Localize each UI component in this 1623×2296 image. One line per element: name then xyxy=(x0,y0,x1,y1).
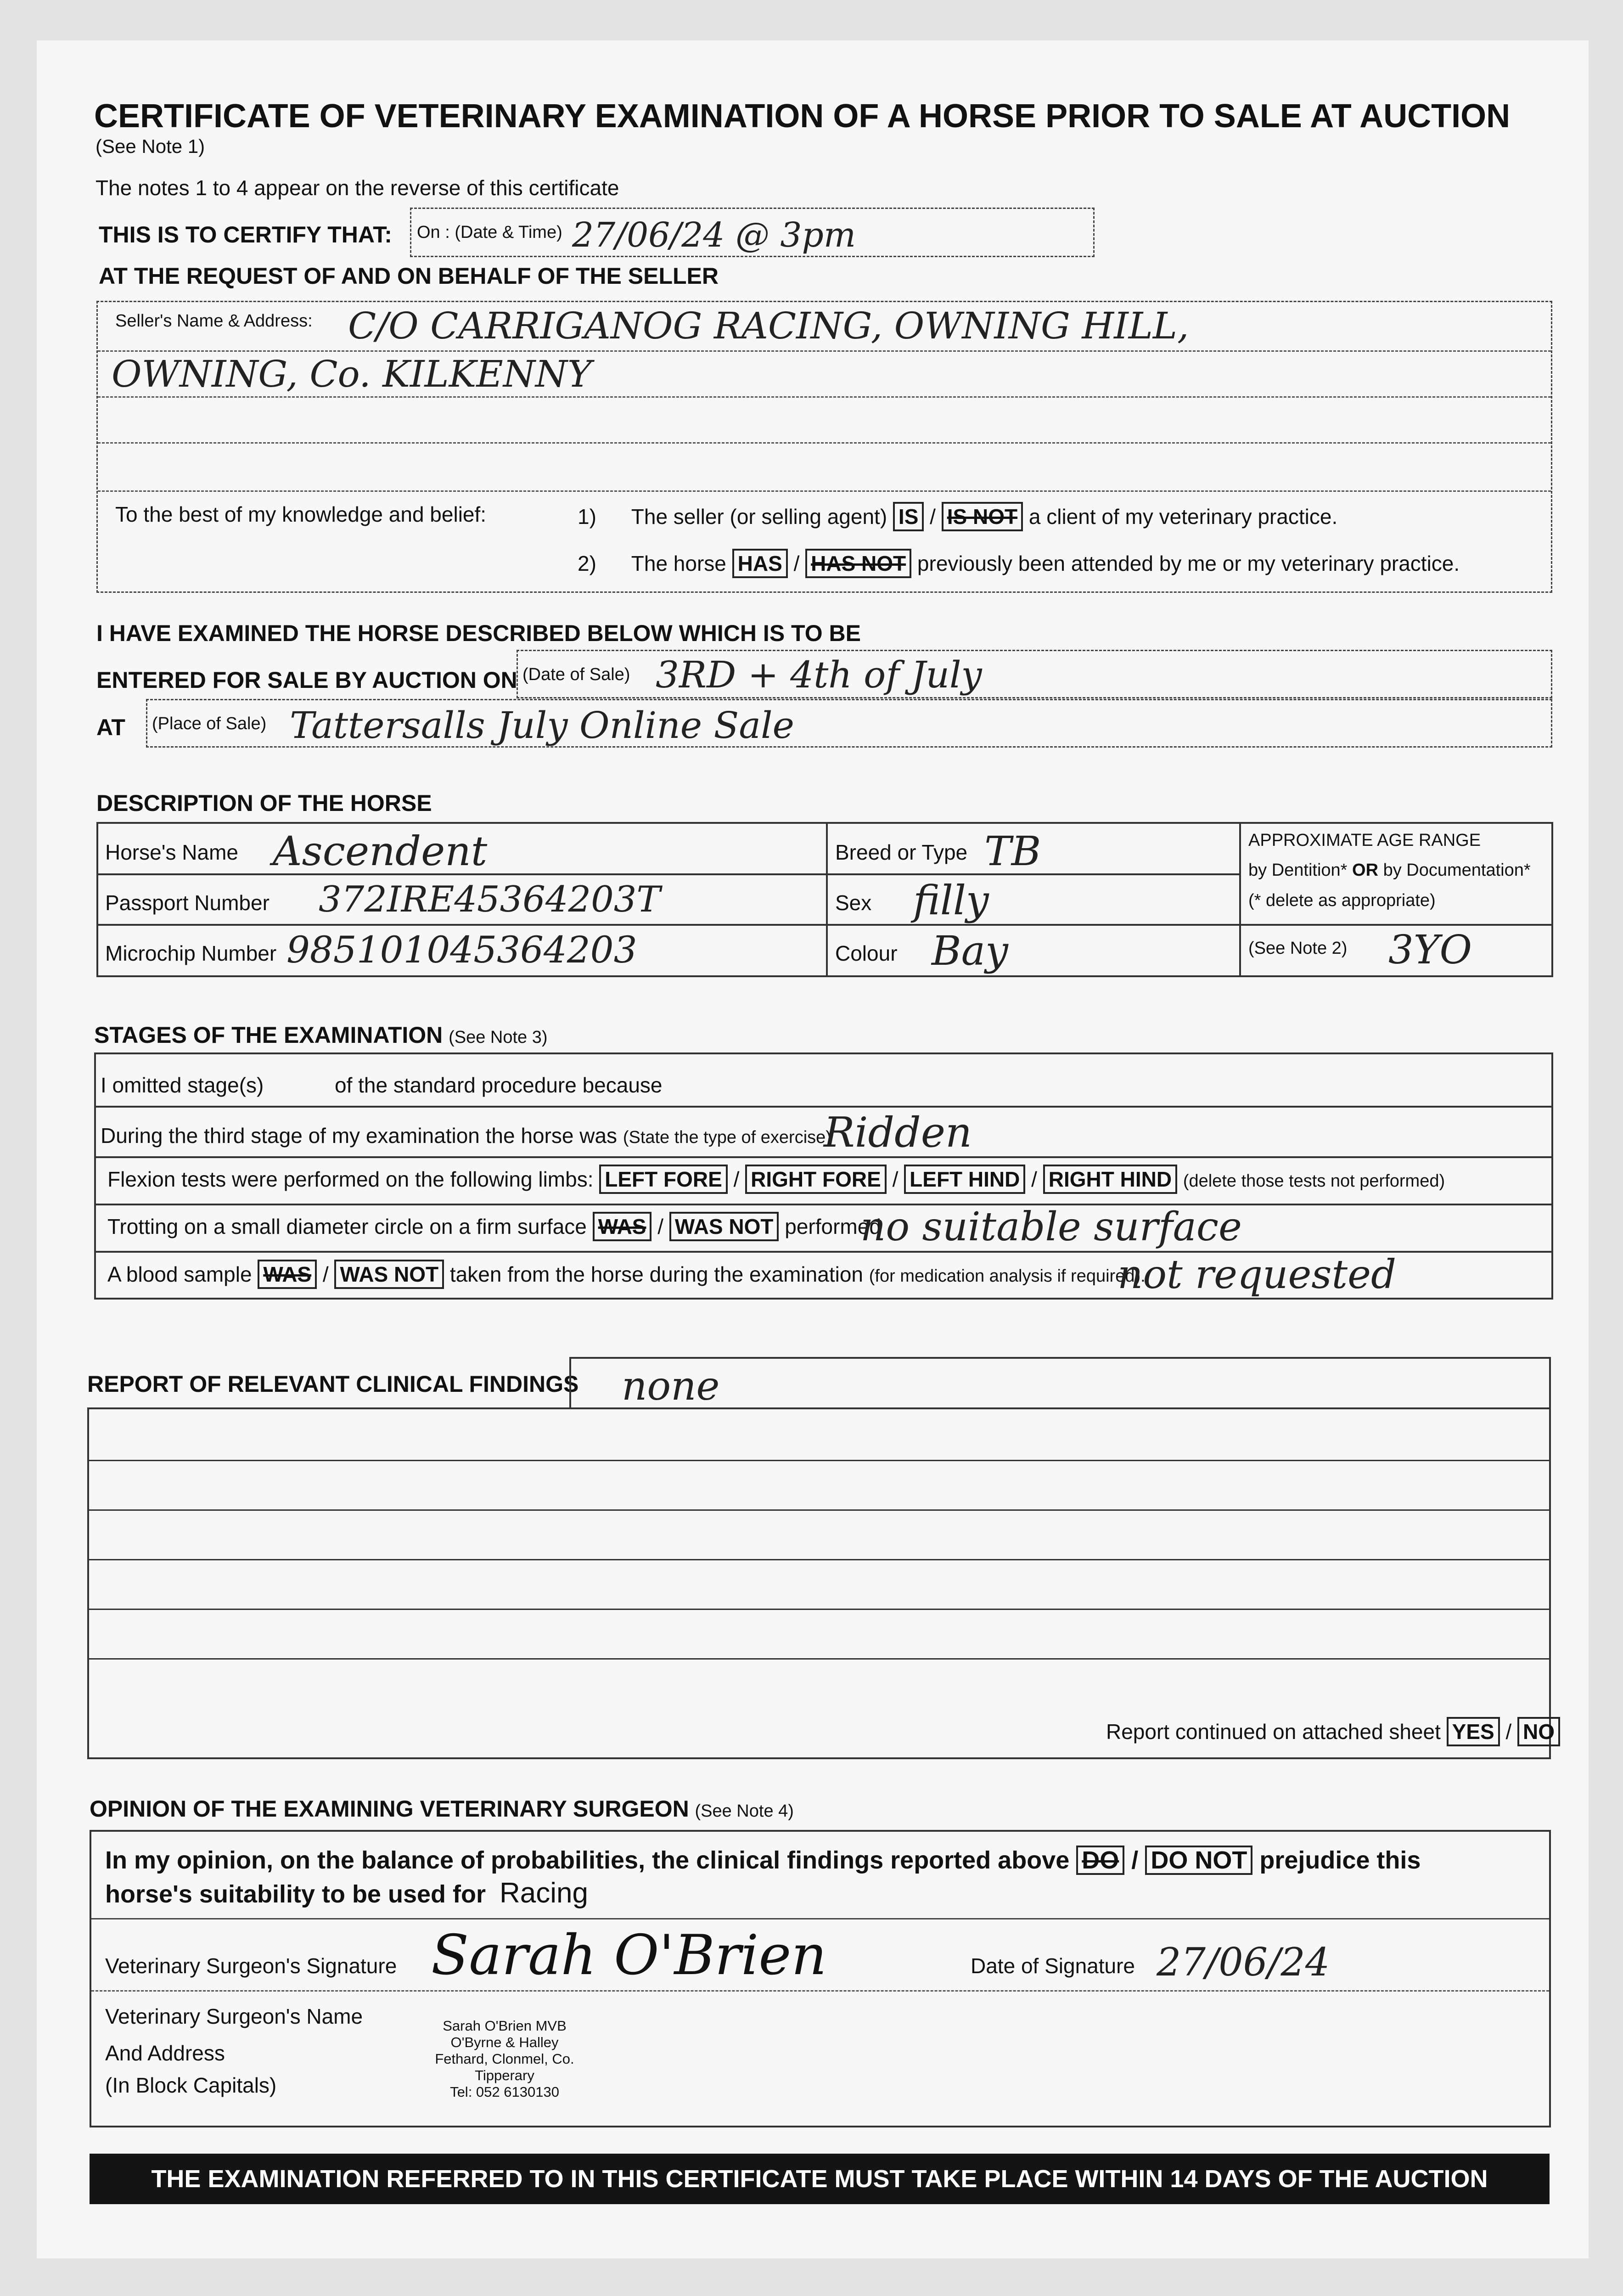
omitted-label-a: I omitted stage(s) xyxy=(101,1073,264,1097)
right-hind-option[interactable]: RIGHT HIND xyxy=(1043,1165,1177,1194)
trotting-row: Trotting on a small diameter circle on a firm surface WAS / WAS NOT performed xyxy=(107,1212,881,1241)
trot-reason-value[interactable]: no suitable surface xyxy=(860,1204,1242,1250)
report-continued-row: Report continued on attached sheet YES / NO xyxy=(1106,1717,1560,1746)
trot-was-option[interactable]: WAS xyxy=(593,1212,652,1241)
opinion-do-option[interactable]: DO xyxy=(1076,1846,1124,1875)
opinion-text-1: In my opinion, on the balance of probabilities, the clinical findings reported above DO / DO NOT prejudice this xyxy=(105,1846,1421,1874)
blood-row: A blood sample WAS / WAS NOT taken from the horse during the examination (for medication analysis if required). xyxy=(107,1260,1146,1289)
has-option[interactable]: HAS xyxy=(732,549,788,578)
age-value[interactable]: 3YO xyxy=(1388,927,1472,973)
third-stage-value[interactable]: Ridden xyxy=(824,1109,972,1157)
colour-value[interactable]: Bay xyxy=(932,927,1008,974)
stages-table xyxy=(94,1052,1553,1300)
vet-name-label: Veterinary Surgeon's Name xyxy=(105,2004,363,2028)
notes-info: The notes 1 to 4 appear on the reverse of this certificate xyxy=(95,176,619,200)
blood-was-not-option[interactable]: WAS NOT xyxy=(334,1260,444,1289)
blood-reason-value[interactable]: not requested xyxy=(1118,1252,1397,1298)
age-heading: APPROXIMATE AGE RANGE xyxy=(1248,831,1481,850)
description-heading: DESCRIPTION OF THE HORSE xyxy=(96,790,432,816)
use-value[interactable]: Racing xyxy=(500,1877,588,1909)
vet-address-label: And Address xyxy=(105,2041,225,2065)
passport-label: Passport Number xyxy=(105,891,270,915)
left-hind-option[interactable]: LEFT HIND xyxy=(904,1165,1025,1194)
age-note: (See Note 2) xyxy=(1248,939,1348,958)
examined-line-2: ENTERED FOR SALE BY AUCTION ON xyxy=(96,667,517,693)
is-option[interactable]: IS xyxy=(893,502,924,531)
seller-line-1[interactable]: C/O CARRIGANOG RACING, OWNING HILL, xyxy=(348,304,1189,347)
left-fore-option[interactable]: LEFT FORE xyxy=(599,1165,728,1194)
knowledge-item-1: 1) The seller (or selling agent) IS / IS NOT a client of my veterinary practice. xyxy=(578,502,1337,531)
horse-name-label: Horse's Name xyxy=(105,840,238,864)
see-note-1: (See Note 1) xyxy=(95,135,205,157)
place-of-sale-value: Tattersalls July Online Sale xyxy=(290,704,794,747)
stages-heading: STAGES OF THE EXAMINATION (See Note 3) xyxy=(94,1022,548,1048)
sex-label: Sex xyxy=(835,891,872,915)
date-of-sale-value: 3RD + 4th of July xyxy=(656,653,982,696)
colour-label: Colour xyxy=(835,941,898,965)
opinion-heading: OPINION OF THE EXAMINING VETERINARY SURGEON (See Note 4) xyxy=(90,1796,794,1822)
at-label: AT xyxy=(96,715,125,740)
vet-stamp: Sarah O'Brien MVB O'Byrne & Halley Fethard, Clonmel, Co. Tipperary Tel: 052 6130130 xyxy=(435,2018,574,2100)
has-not-option[interactable]: HAS NOT xyxy=(805,549,911,578)
vet-block-label: (In Block Capitals) xyxy=(105,2073,277,2097)
examined-line-1: I HAVE EXAMINED THE HORSE DESCRIBED BELOW WHICH IS TO BE xyxy=(96,620,861,646)
signature-date-label: Date of Signature xyxy=(971,1954,1135,1978)
third-stage-label: During the third stage of my examination the horse was (State the type of exercise) xyxy=(101,1124,831,1148)
is-not-option[interactable]: IS NOT xyxy=(942,502,1023,531)
footer-banner: THE EXAMINATION REFERRED TO IN THIS CERTIFICATE MUST TAKE PLACE WITHIN 14 DAYS OF THE AUCTION xyxy=(90,2154,1550,2204)
certify-label: THIS IS TO CERTIFY THAT: xyxy=(99,222,392,248)
right-fore-option[interactable]: RIGHT FORE xyxy=(745,1165,887,1194)
opinion-box xyxy=(90,1830,1551,2127)
breed-value[interactable]: TB xyxy=(984,827,1041,875)
report-yes-option[interactable]: YES xyxy=(1447,1717,1500,1746)
horse-name-value[interactable]: Ascendent xyxy=(273,827,488,875)
place-of-sale-label: (Place of Sale) xyxy=(152,714,267,733)
opinion-do-not-option[interactable]: DO NOT xyxy=(1145,1846,1252,1875)
date-of-sale-label: (Date of Sale) xyxy=(522,665,630,684)
on-date-field[interactable] xyxy=(410,208,1095,257)
omitted-label-b: of the standard procedure because xyxy=(335,1073,663,1097)
blood-was-option[interactable]: WAS xyxy=(258,1260,317,1289)
report-heading: REPORT OF RELEVANT CLINICAL FINDINGS xyxy=(87,1371,579,1397)
passport-value[interactable]: 372IRE45364203T xyxy=(319,879,661,920)
sex-value[interactable]: filly xyxy=(913,877,989,924)
page-title: CERTIFICATE OF VETERINARY EXAMINATION OF A HORSE PRIOR TO SALE AT AUCTION xyxy=(94,98,1511,135)
flexion-row: Flexion tests were performed on the following limbs: LEFT FORE / RIGHT FORE / LEFT HIND / RIGHT HIND (delete those tests not performed) xyxy=(107,1165,1445,1194)
age-delete-note: (* delete as appropriate) xyxy=(1248,891,1436,910)
signature-value[interactable]: Sarah O'Brien xyxy=(431,1924,827,1987)
knowledge-item-2: 2) The horse HAS / HAS NOT previously been attended by me or my veterinary practice. xyxy=(578,549,1460,578)
seller-line-2[interactable]: OWNING, Co. KILKENNY xyxy=(112,353,592,395)
seller-label: Seller's Name & Address: xyxy=(115,311,313,331)
trot-was-not-option[interactable]: WAS NOT xyxy=(669,1212,779,1241)
description-table xyxy=(96,822,1553,977)
on-date-label: On : (Date & Time) xyxy=(417,223,562,242)
date-of-sale-field[interactable] xyxy=(517,650,1552,698)
breed-label: Breed or Type xyxy=(835,840,968,864)
on-date-value: 27/06/24 @ 3pm xyxy=(572,215,856,255)
seller-box xyxy=(96,301,1552,593)
signature-date-value[interactable]: 27/06/24 xyxy=(1157,1940,1330,1985)
report-box[interactable] xyxy=(87,1407,1555,1759)
report-first-line xyxy=(569,1357,1551,1409)
microchip-value[interactable]: 985101045364203 xyxy=(286,929,637,971)
microchip-label: Microchip Number xyxy=(105,941,277,965)
report-value[interactable]: none xyxy=(622,1363,720,1409)
age-method: by Dentition* OR by Documentation* xyxy=(1248,861,1531,880)
signature-label: Veterinary Surgeon's Signature xyxy=(105,1954,397,1978)
place-of-sale-field[interactable] xyxy=(146,699,1552,748)
opinion-text-2: horse's suitability to be used for Racing xyxy=(105,1877,588,1909)
request-line: AT THE REQUEST OF AND ON BEHALF OF THE SELLER xyxy=(99,263,719,289)
knowledge-label: To the best of my knowledge and belief: xyxy=(115,502,487,526)
report-no-option[interactable]: NO xyxy=(1517,1717,1560,1746)
